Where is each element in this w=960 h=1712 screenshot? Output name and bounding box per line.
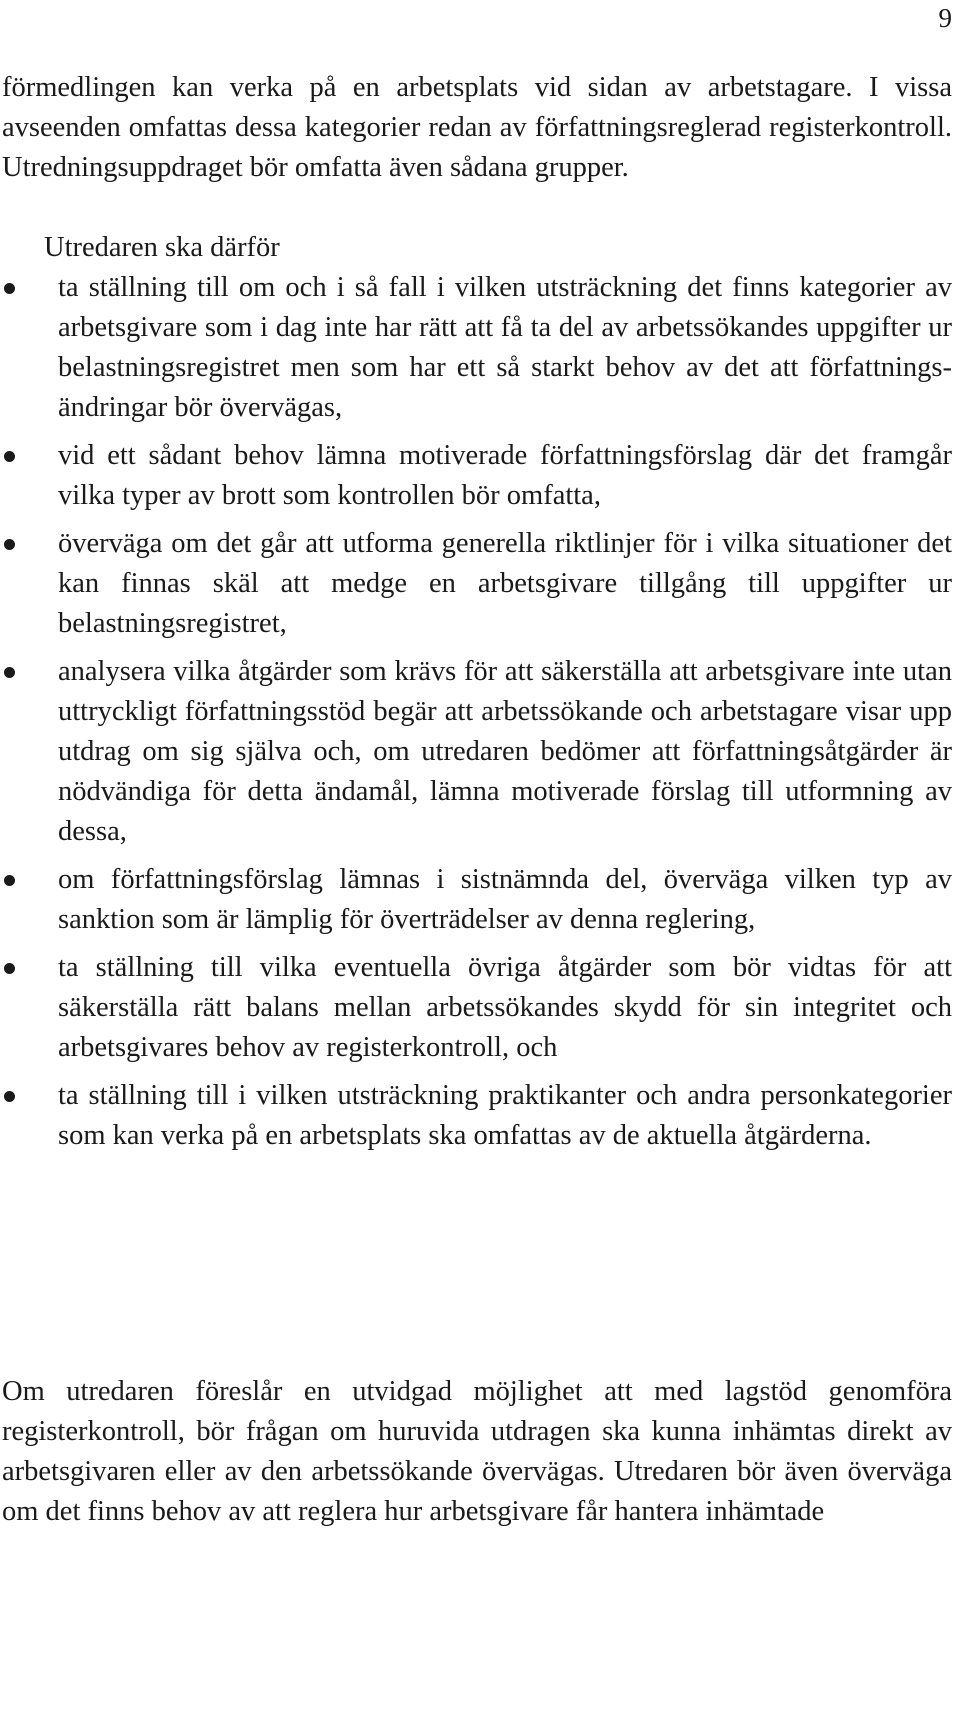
bullet-dot-icon: [4, 1091, 15, 1102]
bullet-item: [0, 268, 952, 428]
intro-line: Utredaren ska därför: [44, 232, 280, 263]
task-bullet-list: [0, 268, 952, 1164]
bullet-item: [0, 652, 952, 852]
bullet-text: ta ställning till i vilken utsträckning praktikanter och andra personkategorier som kan verka på en arbetsplats ska omfattas av de aktuella åtgärderna.: [58, 1080, 952, 1151]
bullet-item: [0, 948, 952, 1068]
bullet-text: ta ställning till vilka eventuella övriga åtgärder som bör vidtas för att säkerställa rätt balans mellan arbetssökandes skydd för sin integritet och arbetsgivares behov av registerkontroll, och: [58, 952, 952, 1063]
bullet-item: [0, 436, 952, 516]
bullet-text: vid ett sådant behov lämna motiverade författningsförslag där det framgår vilka typer av brott som kontrollen bör omfatta,: [58, 440, 952, 511]
paragraph-top: förmedlingen kan verka på en arbetsplats vid sidan av arbetstagare. I vissa avseenden omfattas dessa kategorier redan av författningsreglerad registerkontroll. Utredningsuppdraget bör omfatta även sådana grupper.: [2, 72, 952, 183]
bullet-dot-icon: [4, 451, 15, 462]
bullet-item: [0, 860, 952, 940]
bullet-item: [0, 1076, 952, 1156]
page-number: 9: [938, 3, 952, 33]
bullet-text: ta ställning till om och i så fall i vilken utsträckning det finns kategorier av arbetsgivare som i dag inte har rätt att få ta del av arbetssökandes uppgifter ur belastningsregistret men som har ett så starkt behov av det att författningsändringar bör övervägas,: [58, 272, 952, 423]
paragraph-bottom: Om utredaren föreslår en utvidgad möjlighet att med lagstöd genomföra registerkontroll, bör frågan om huruvida utdragen ska kunna inhämtas direkt av arbetsgivaren eller av den arbetssökande övervägas. Utredaren bör även överväga om det finns behov av att reglera hur arbetsgivare får hantera inhämtade: [2, 1376, 952, 1527]
bullet-dot-icon: [4, 539, 15, 550]
bullet-item: [0, 524, 952, 644]
bullet-dot-icon: [4, 667, 15, 678]
bullet-text: överväga om det går att utforma generella riktlinjer för i vilka situationer det kan finnas skäl att medge en arbetsgivare tillgång till uppgifter ur belastningsregistret,: [58, 528, 952, 639]
bullet-text: om författningsförslag lämnas i sistnämnda del, överväga vilken typ av sanktion som är lämplig för överträdelser av denna reglering,: [58, 864, 952, 935]
bullet-dot-icon: [4, 283, 15, 294]
bullet-dot-icon: [4, 963, 15, 974]
bullet-text: analysera vilka åtgärder som krävs för att säkerställa att arbetsgivare inte utan uttryckligt författningsstöd begär att arbetssökande och arbetstagare visar upp utdrag om sig själva och, om utredaren bedömer att författningsåtgärder är nödvändiga för detta ändamål, lämna motiverade förslag till utformning av dessa,: [58, 656, 952, 847]
bullet-dot-icon: [4, 875, 15, 886]
